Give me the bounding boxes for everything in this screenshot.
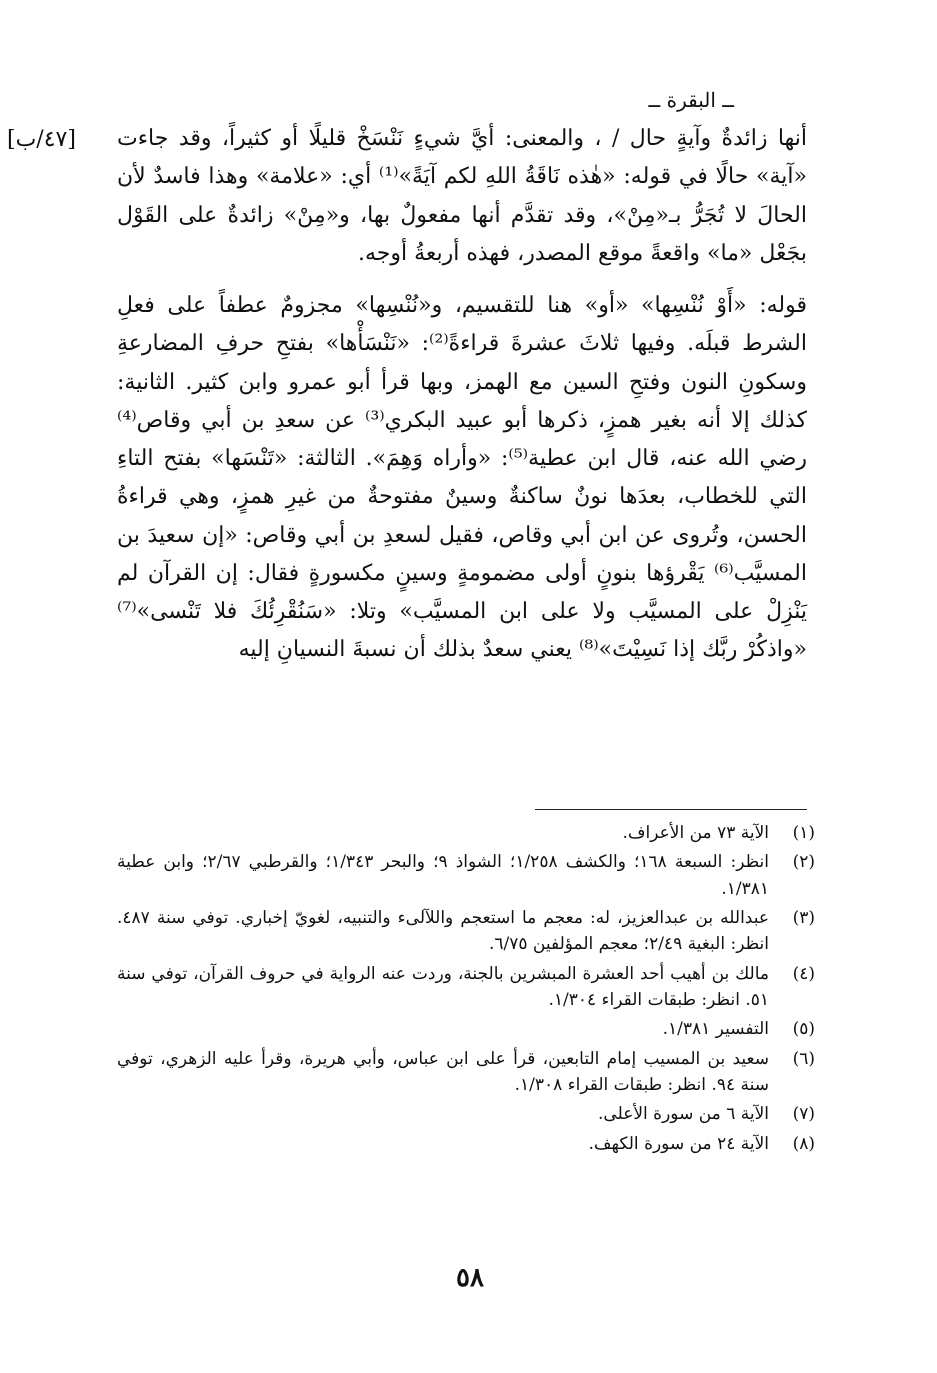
- footnote-3: [117, 905, 815, 958]
- main-paragraph-1: أنها زائدةٌ وآيةٍ حال / ، والمعنى: أيَّ شيءٍ نَنْسَخْ قليلًا أو كثيراً، وقد جاءت «آية» حالًا في قوله: «هٰذه نَاقَةُ اللهِ لكم آيَةً»⁽¹⁾ أي: «علامة» وهذا فاسدٌ لأن الحالَ لا تُجَرُّ بـ«مِنْ»، وقد تقدَّم أنها مفعولٌ بها، و«مِنْ» زائدةٌ على القَوْل بجَعْل «ما» واقعةً موقع المصدر، فهذه أربعةُ أوجه.: [117, 126, 808, 266]
- footnote-2: [117, 849, 815, 902]
- footnote-text: سعيد بن المسيب إمام التابعين، قرأ على ابن عباس، وأبي هريرة، وقرأ عليه الزهري، توفي سنة ٩٤. انظر: طبقات القراء ١/٣٠٨.: [117, 1048, 769, 1096]
- footnote-number: (٢): [792, 852, 815, 873]
- footnote-7: [117, 1101, 815, 1127]
- footnote-text: عبدالله بن عبدالعزيز، له: معجم ما استعجم واللآلىء والتنبيه، لغويّ إخباري. توفي سنة ٤٨٧. انظر: البغية ٢/٤٩؛ معجم المؤلفين ٦/٧٥.: [117, 908, 769, 955]
- footnote-4: [117, 961, 815, 1014]
- footnotes: [117, 820, 815, 1160]
- footnote-number: (٧): [792, 1104, 815, 1125]
- footnote-text: انظر: السبعة ١٦٨؛ والكشف ١/٢٥٨؛ الشواذ ٩؛ والبحر ١/٣٤٣؛ والقرطبي ٢/٦٧؛ وابن عطية ١/٣٨١.: [117, 852, 769, 899]
- footnote-divider: [535, 809, 807, 810]
- footnote-number: (٥): [792, 1019, 815, 1040]
- footnote-number: (١): [792, 823, 815, 843]
- main-paragraph-2: قوله: «أَوْ نُنْسِها» «أو» هنا للتقسيم، و«نُنْسِها» مجزومٌ عطفاً على فعلِ الشرط قبلَه. وفيها ثلاثَ عشرةَ قراءةً⁽²⁾: «نَنْسَأْها» بفتحِ حرفِ المضارعةِ وسكونِ النون وفتحِ السين مع الهمز، وبها قرأ أبو عمرو وابن كثير. الثانية: كذلك إلا أنه بغير همزٍ، ذكرها أبو عبيد البكري⁽³⁾ عن سعدِ بن أبي وقاص⁽⁴⁾ رضي الله عنه، قال ابن عطية⁽⁵⁾: «وأراه وَهِمَ». الثالثة: «تَنْسَها» بفتح التاءِ التي للخطاب، بعدَها نونٌ ساكنةٌ وسينٌ مفتوحةٌ من غيرِ همزٍ، وهي قراءةُ الحسن، وتُروى عن ابن أبي وقاص، فقيل لسعدِ بن أبي وقاص: «إن سعيدَ بن المسيَّب⁽⁶⁾ يَقْرؤها بنونٍ أولى مضمومةٍ وسينٍ مكسورةٍ فقال: إن القرآن لم يَنْزِلْ على المسيَّب ولا على ابن المسيَّب» وتلا: «سَنُقْرِئُكَ فلا تَنْسى»⁽⁷⁾ «واذكُرْ ربَّك إذا نَسِيْتَ»⁽⁸⁾ يعني سعدٌ بذلك أن نسبةَ النسيانِ إليه: [117, 293, 807, 663]
- footnote-8: [117, 1131, 815, 1157]
- footnote-text: التفسير ١/٣٨١.: [662, 1019, 769, 1040]
- page-number: ٥٨: [456, 1263, 484, 1293]
- footnote-5: [117, 1016, 815, 1042]
- footnote-text: مالك بن أهيب أحد العشرة المبشرين بالجنة، وردت عنه الرواية في حروف القرآن، توفي سنة ٥١. انظر: طبقات القراء ١/٣٠٤.: [117, 963, 769, 1011]
- main-text: [117, 120, 807, 670]
- footnote-number: (٤): [792, 963, 815, 984]
- footnote-number: (٨): [792, 1133, 815, 1154]
- footnote-6: [117, 1046, 815, 1099]
- manuscript-folio-reference: [٤٧/ب]: [7, 127, 76, 152]
- footnote-text: الآية ٧٣ من الأعراف.: [622, 823, 769, 843]
- footnote-text: الآية ٢٤ من سورة الكهف.: [588, 1133, 769, 1154]
- footnote-number: (٣): [792, 908, 815, 929]
- footnote-number: (٦): [792, 1048, 815, 1069]
- footnote-text: الآية ٦ من سورة الأعلى.: [598, 1104, 769, 1125]
- footnote-1: [117, 820, 815, 846]
- running-header: ــ البقرة ــ: [648, 88, 734, 112]
